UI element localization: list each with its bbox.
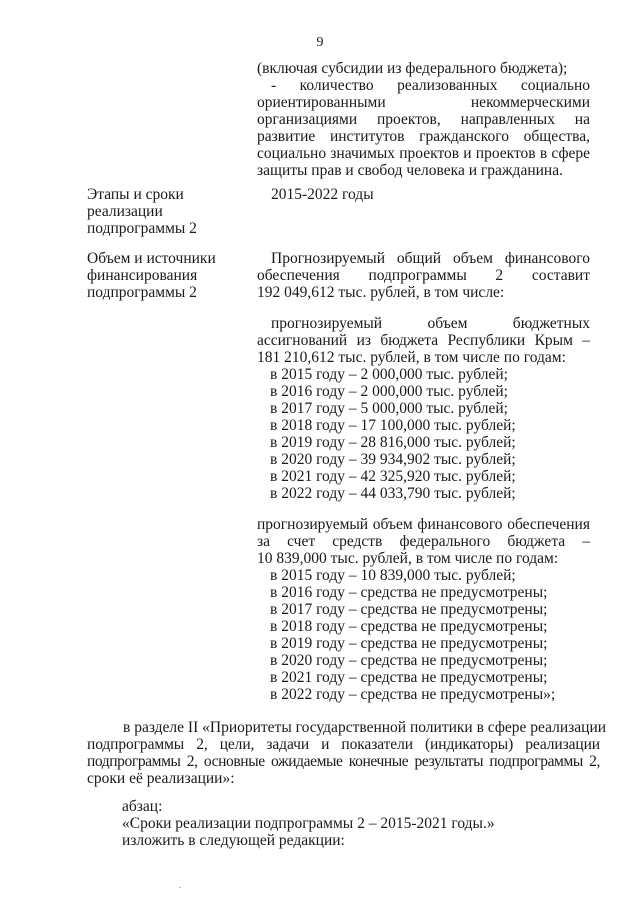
section-paragraph: в разделе II «Приоритеты государственной политики в сфере реализации подпрограммы 2, цели, задачи и показатели (индикаторы) реализации подпрограммы 2, основные ожидаемые конечные результаты подпрограммы 2, сроки её реализации»: [87, 719, 607, 787]
list-item: в 2017 году – средства не предусмотрены; [270, 601, 548, 618]
list-item: в 2016 году – 2 000,000 тыс. рублей; [270, 383, 508, 400]
list-item: в 2015 году – 2 000,000 тыс. рублей; [270, 366, 508, 383]
list-item: в 2019 году – 28 816,000 тыс. рублей; [270, 434, 516, 451]
funding-federal: прогнозируемый объем финансового обеспечения за счет средств федерального бюджета – 10 839,000 тыс. рублей, в том числе по годам: в 2015 году – 10 839,000 тыс. рублей; в 2016 году – средства не предусмотрены; в 2017 году – средства не предусмотрены; в 2018 году – средства не предусмотрены; в 2019 году – средства не предусмотрены; в 2020 году – средства не предусмотрены; в 2021 году – средства не предусмотрены; в 2022 году – средства не предусмотрены»; [257, 516, 590, 703]
list-item: в 2018 году – средства не предусмотрены; [270, 618, 548, 635]
scan-speck: · [178, 882, 182, 894]
intro-line: защиты прав и свобод человека и гражданина. [257, 162, 563, 179]
list-item: в 2019 году – средства не предусмотрены; [270, 635, 548, 652]
abzac-instruction: изложить в следующей редакции: [122, 832, 345, 849]
crimea-years-list [257, 366, 590, 502]
list-item: в 2021 году – средства не предусмотрены; [270, 669, 548, 686]
intro-line: - количество реализованных социально [271, 77, 590, 94]
funding-total: Прогнозируемый общий объем финансового обеспечения подпрограммы 2 составит 192 049,612 тыс. рублей, в том числе: [257, 250, 590, 301]
abzac-quote: «Сроки реализации подпрограммы 2 – 2015-2021 годы.» [122, 815, 495, 832]
list-item: в 2015 году – 10 839,000 тыс. рублей; [270, 567, 516, 584]
list-item: в 2020 году – 39 934,902 тыс. рублей; [270, 451, 516, 468]
funding-crimea: прогнозируемый объем бюджетных ассигнований из бюджета Республики Крым – 181 210,612 тыс. рублей, в том числе по годам: в 2015 году – 2 000,000 тыс. рублей; в 2016 году – 2 000,000 тыс. рублей; в 2017 году – 5 000,000 тыс. рублей; в 2018 году – 17 100,000 тыс. рублей; в 2019 году – 28 816,000 тыс. рублей; в 2020 году – 39 934,902 тыс. рублей; в 2021 году – 42 325,920 тыс. рублей; в 2022 году – 44 033,790 тыс. рублей; [257, 315, 590, 502]
intro-line: развитие институтов гражданского общества, [257, 128, 590, 145]
intro-line: ориентированными некоммерческими [257, 94, 590, 111]
stages-label: Этапы и сроки реализации подпрограммы 2 [87, 186, 197, 237]
stages-value: 2015-2022 годы [271, 186, 374, 203]
abzac-label: абзац: [122, 798, 163, 815]
list-item: в 2016 году – средства не предусмотрены; [270, 584, 548, 601]
intro-line: организациями проектов, направленных на [257, 111, 590, 128]
abzac-block [122, 798, 600, 849]
list-item: в 2017 году – 5 000,000 тыс. рублей; [270, 400, 508, 417]
list-item: в 2020 году – средства не предусмотрены; [270, 652, 548, 669]
federal-years-list [257, 567, 590, 703]
list-item: в 2022 году – 44 033,790 тыс. рублей; [270, 485, 516, 502]
intro-block [257, 60, 590, 179]
page-number: 9 [316, 35, 324, 50]
list-item: в 2022 году – средства не предусмотрены»; [270, 686, 556, 703]
intro-line: (включая субсидии из федерального бюджета); [257, 60, 568, 77]
list-item: в 2021 году – 42 325,920 тыс. рублей; [270, 468, 516, 485]
list-item: в 2018 году – 17 100,000 тыс. рублей; [270, 417, 516, 434]
funding-label: Объем и источники финансирования подпрограммы 2 [87, 250, 216, 301]
intro-line: социально значимых проектов и проектов в сфере [257, 145, 590, 162]
